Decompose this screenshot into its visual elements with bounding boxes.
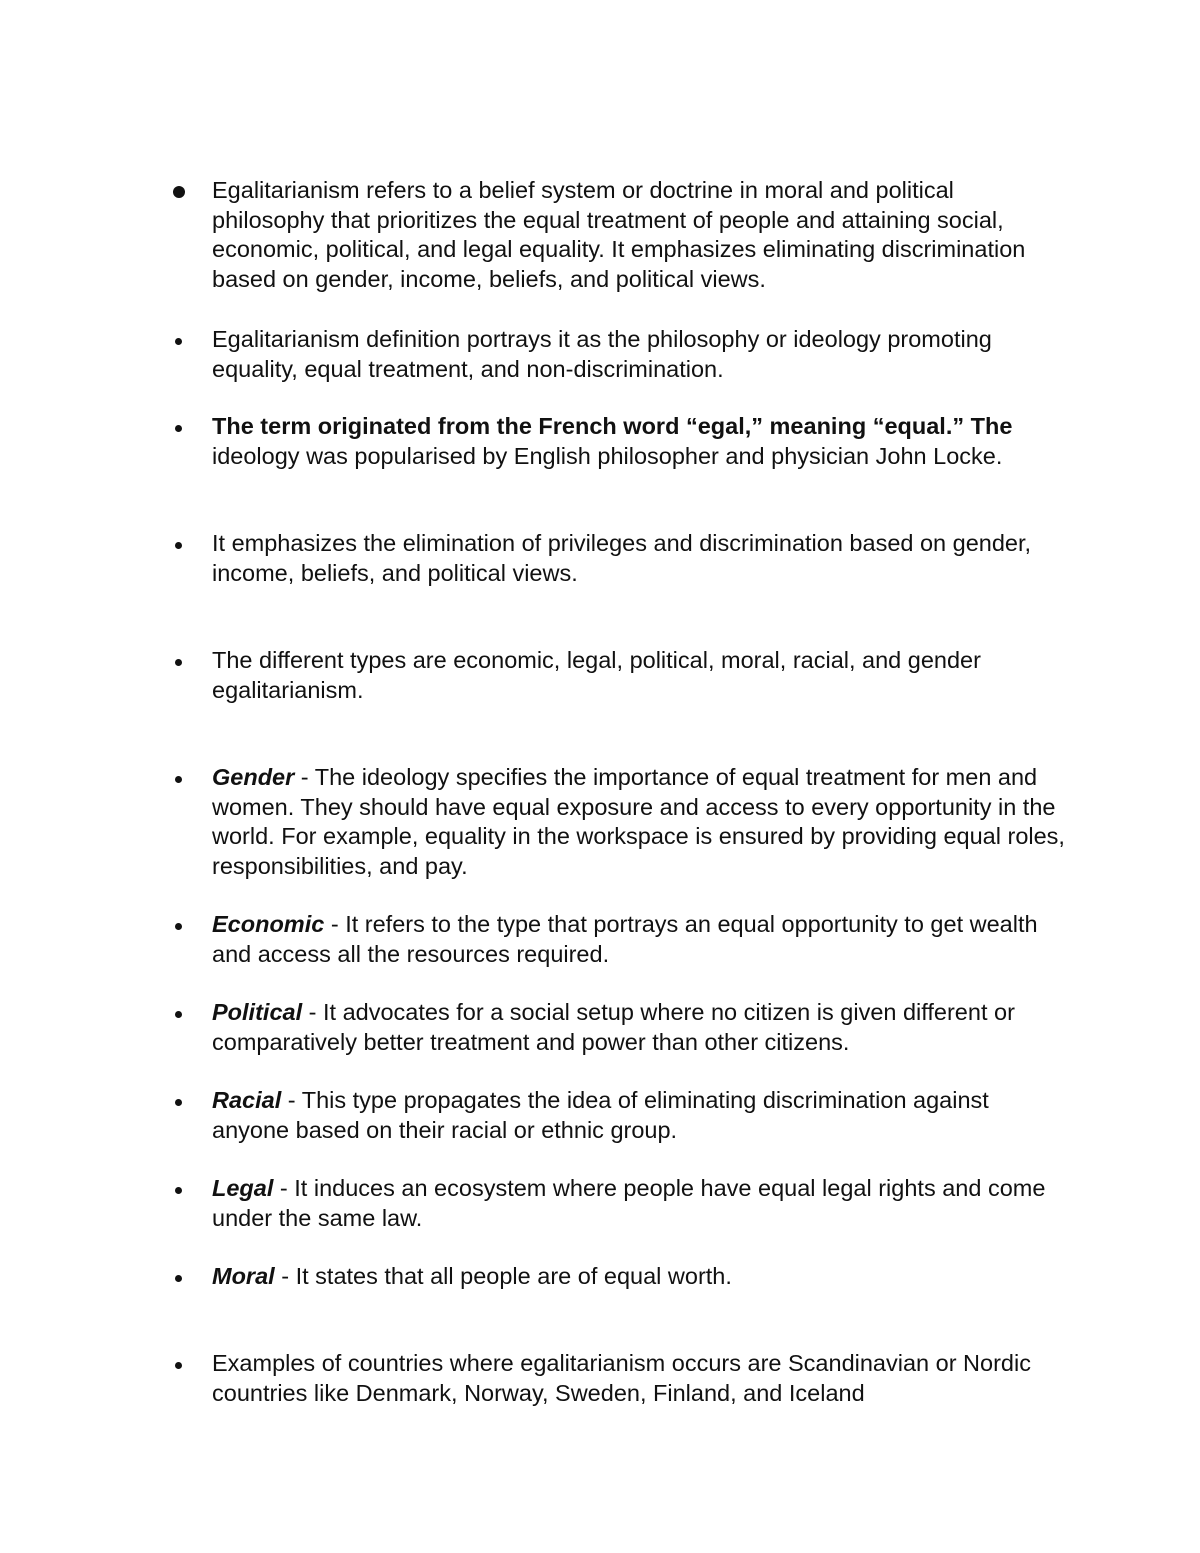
list-item-text (212, 1262, 1072, 1292)
bullet-icon (168, 763, 196, 793)
list-item-lead: Economic (212, 911, 325, 937)
list-item-text: Egalitarianism definition portrays it as the philosophy or ideology promoting equality, equal treatment, and non-discrimination. (212, 326, 992, 382)
bullet-icon (168, 1349, 196, 1379)
list-item-lead: Racial (212, 1087, 282, 1113)
list-item-text (212, 998, 1072, 1057)
list-item-body: ideology was popularised by English philosopher and physician John Locke. (212, 442, 1003, 469)
bullet-icon (168, 998, 196, 1028)
bullet-icon (168, 176, 196, 206)
bullet-icon (168, 1174, 196, 1204)
list-item-lead: Political (212, 999, 303, 1025)
bullet-icon (168, 412, 196, 442)
list-item-lead: Gender (212, 764, 295, 790)
bullet-icon (168, 325, 196, 355)
bullet-icon (168, 1262, 196, 1292)
list-item-text (212, 412, 1072, 471)
list-item-lead: Moral (212, 1263, 275, 1289)
list-item-text: It emphasizes the elimination of privileges and discrimination based on gender, income, beliefs, and political views. (212, 530, 1032, 586)
list-item-body: - This type propagates the idea of eliminating discrimination against anyone based on their racial or ethnic group. (212, 1087, 989, 1143)
list-item-lead: The term originated from the French word “egal,” meaning “equal.” The (212, 413, 1013, 439)
list-item-body: - It advocates for a social setup where no citizen is given different or comparatively better treatment and power than other citizens. (212, 999, 1015, 1055)
list-item-text (212, 1086, 1072, 1145)
list-item-text: Egalitarianism refers to a belief system or doctrine in moral and political philosophy that prioritizes the equal treatment of people and attaining social, economic, political, and legal equality. It emphasizes eliminating discrimination based on gender, income, beliefs, and political views. (212, 177, 1026, 292)
list-item-body: - The ideology specifies the importance of equal treatment for men and women. They should have equal exposure and access to every opportunity in the world. For example, equality in the workspace is ensured by providing equal roles, responsibilities, and pay. (212, 764, 1065, 879)
list-item-text (212, 910, 1072, 969)
list-item-text (212, 763, 1072, 881)
bullet-icon (168, 646, 196, 676)
list-item-body: - It refers to the type that portrays an equal opportunity to get wealth and access all the resources required. (212, 911, 1038, 967)
bullet-icon (168, 910, 196, 940)
list-item-text (212, 1174, 1072, 1233)
list-item-text: The different types are economic, legal, political, moral, racial, and gender egalitarianism. (212, 647, 981, 703)
list-item-body: - It states that all people are of equal worth. (274, 1263, 732, 1289)
bullet-icon (168, 529, 196, 559)
bullet-icon (168, 1086, 196, 1116)
list-item-text: Examples of countries where egalitarianism occurs are Scandinavian or Nordic countries like Denmark, Norway, Sweden, Finland, and Iceland (212, 1350, 1031, 1406)
list-item-lead: Legal (212, 1175, 274, 1201)
list-item-body: - It induces an ecosystem where people have equal legal rights and come under the same law. (212, 1175, 1046, 1231)
